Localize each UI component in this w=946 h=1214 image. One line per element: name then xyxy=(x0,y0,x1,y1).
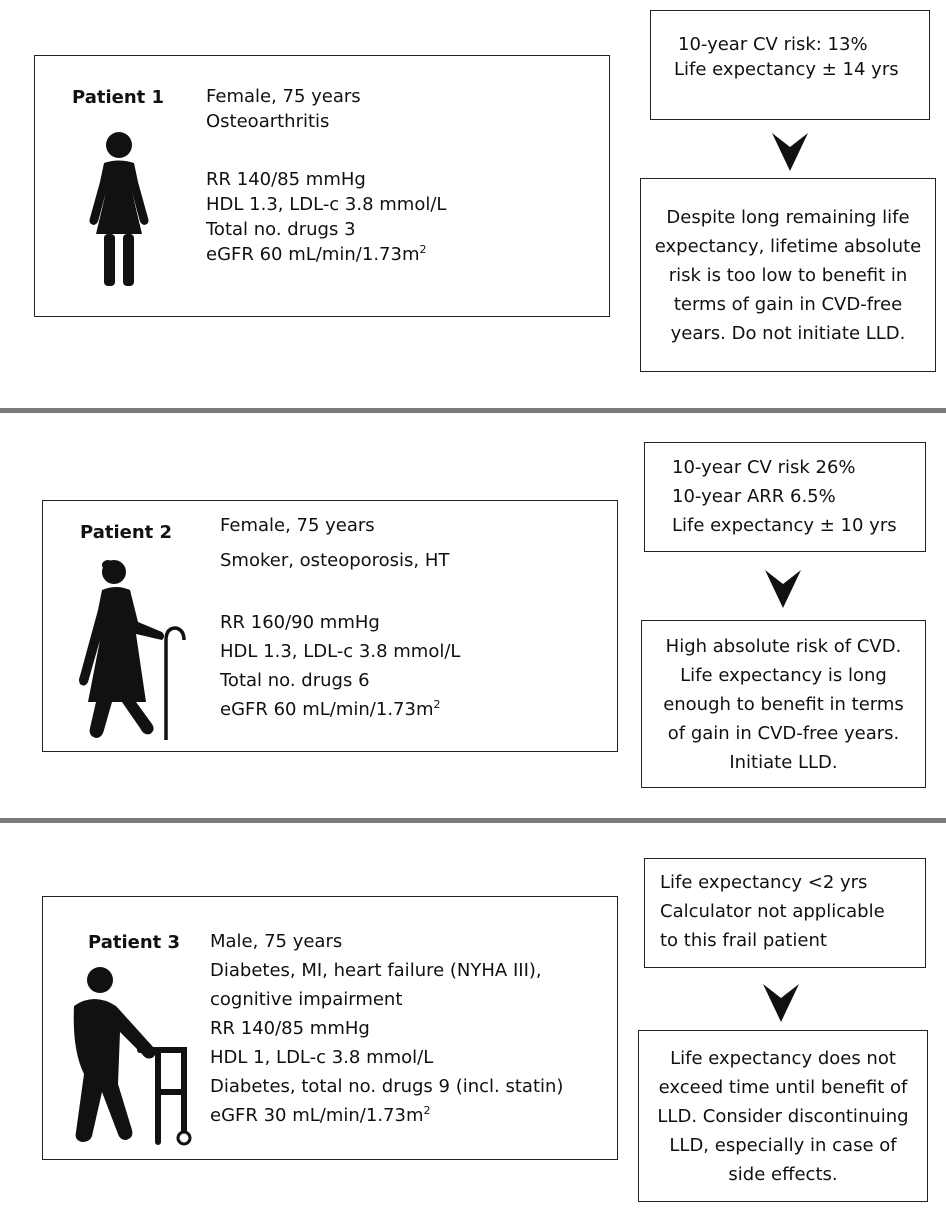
patient-3-egfr: eGFR 30 $mL/\min/1.73m^2$ xyxy=(210,1104,431,1126)
patient-1-metric: Life expectancy ± 14 yrs xyxy=(674,59,899,80)
patient-1-detail-spacer xyxy=(206,134,446,157)
patient-3-detail: Diabetes, MI, heart failure (NYHA III), xyxy=(210,960,542,981)
patient-1-detail: HDL 1.3, LDL-c 3.8 mmol/L xyxy=(206,194,447,215)
patient-2-detail-spacer xyxy=(220,573,460,596)
patient-3-name: Patient 3 xyxy=(88,932,181,953)
patient-3-details xyxy=(210,929,563,1128)
patient-2-detail: Female, 75 years xyxy=(220,515,375,536)
patient-2-metric: 10-year ARR 6.5% xyxy=(672,486,836,507)
patient-2-name: Patient 2 xyxy=(80,522,173,543)
patient-3-metric: Calculator not applicable xyxy=(660,901,885,922)
patient-1-egfr: eGFR 60 $mL/\min/1.73m^2$ xyxy=(206,243,427,265)
patient-1-details xyxy=(206,84,446,267)
arrow-down-icon xyxy=(763,570,803,608)
patient-1-detail: RR 140/85 mmHg xyxy=(206,169,366,190)
patient-1-detail: Total no. drugs 3 xyxy=(206,219,356,240)
patient-1-detail: Osteoarthritis xyxy=(206,111,330,132)
patient-3-detail: Diabetes, total no. drugs 9 (incl. statin) xyxy=(210,1076,564,1097)
patient-2-metric: Life expectancy ± 10 yrs xyxy=(672,515,897,536)
patient-3-metrics xyxy=(660,870,885,953)
patient-2-detail: Total no. drugs 6 xyxy=(220,670,370,691)
patient-3-recommendation: Life expectancy does not exceed time until benefit of LLD. Consider discontinuing LLD, especially in case of side effects. xyxy=(638,1030,928,1202)
patient-2-egfr: eGFR 60 $mL/\min/1.73m^2$ xyxy=(220,698,441,720)
patient-2-metric: 10-year CV risk 26% xyxy=(672,457,856,478)
patient-3-detail: HDL 1, LDL-c 3.8 mmol/L xyxy=(210,1047,434,1068)
arrow-down-icon xyxy=(770,133,810,171)
patient-1-detail: Female, 75 years xyxy=(206,86,361,107)
patient-2-recommendation: High absolute risk of CVD. Life expectancy is long enough to benefit in terms of gain in CVD-free years. Initiate LLD. xyxy=(641,620,926,788)
woman-icon xyxy=(78,130,160,288)
section-divider xyxy=(0,818,946,823)
patient-1-metrics xyxy=(674,32,899,82)
patient-1-name: Patient 1 xyxy=(72,87,165,108)
patient-3-detail: Male, 75 years xyxy=(210,931,343,952)
section-divider xyxy=(0,408,946,413)
patient-2-detail: HDL 1.3, LDL-c 3.8 mmol/L xyxy=(220,641,461,662)
patient-3-metric: Life expectancy <2 yrs xyxy=(660,872,868,893)
patient-2-details xyxy=(220,513,460,722)
patient-2-metrics xyxy=(672,455,897,538)
patient-3-metric: to this frail patient xyxy=(660,930,827,951)
patient-3-detail: RR 140/85 mmHg xyxy=(210,1018,370,1039)
elderly-man-walker-icon xyxy=(58,966,198,1146)
patient-2-detail: RR 160/90 mmHg xyxy=(220,612,380,633)
elderly-woman-cane-icon xyxy=(74,552,186,744)
patient-1-metric: 10-year CV risk: 13% xyxy=(678,34,868,55)
patient-3-detail: cognitive impairment xyxy=(210,989,403,1010)
patient-2-detail: Smoker, osteoporosis, HT xyxy=(220,550,450,571)
arrow-down-icon xyxy=(761,984,801,1022)
patient-1-recommendation: Despite long remaining life expectancy, lifetime absolute risk is too low to benefit in terms of gain in CVD-free years. Do not initiate LLD. xyxy=(640,178,936,372)
